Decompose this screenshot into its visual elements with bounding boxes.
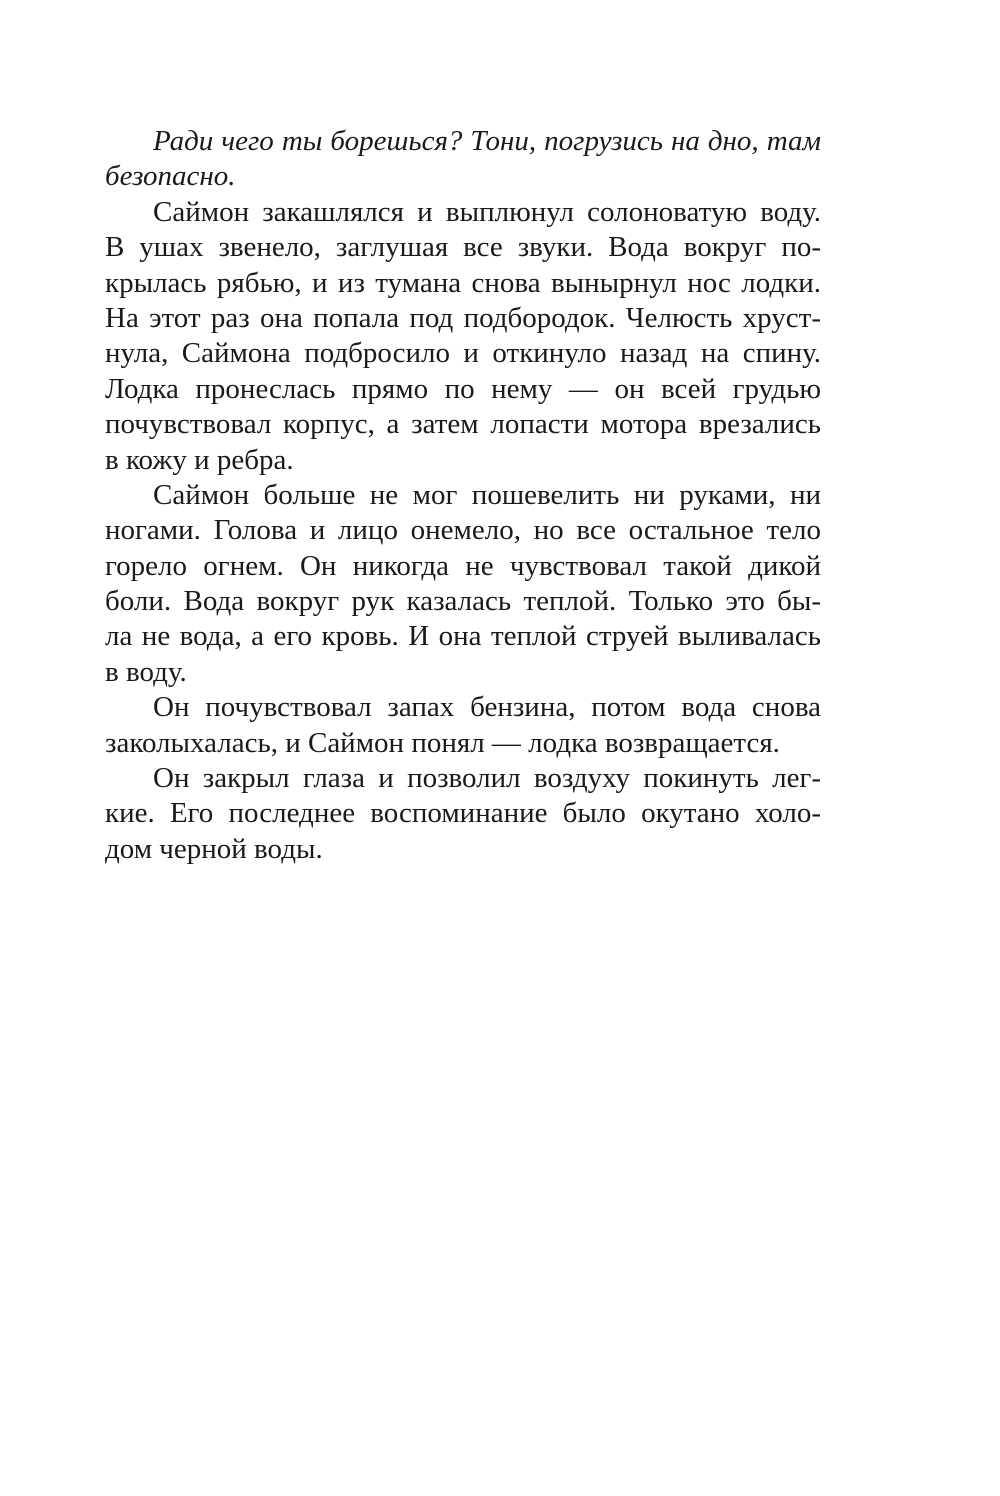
- text-line: нула, Саймона подбросило и откинуло назад на спину.: [105, 337, 821, 370]
- paragraph-italic-thought: [105, 124, 821, 195]
- text-line: дом черной воды.: [105, 832, 323, 865]
- paragraph: [105, 478, 821, 690]
- text-line: кие. Его последнее воспоминание было окутано холо-: [105, 797, 821, 830]
- text-line: крылась рябью, и из тумана снова вынырнул нос лодки.: [105, 266, 821, 299]
- text-line: Он почувствовал запах бензина, потом вода снова: [153, 691, 821, 724]
- text-line: ла не вода, а его кровь. И она теплой струей выливалась: [105, 620, 821, 653]
- paragraph: [105, 195, 821, 478]
- text-line: Лодка пронеслась прямо по нему — он всей грудью: [105, 372, 821, 405]
- text-line: почувствовал корпус, а затем лопасти мотора врезались: [105, 408, 821, 441]
- text-line: Саймон больше не мог пошевелить ни руками, ни: [153, 478, 821, 511]
- text-line: боли. Вода вокруг рук казалась теплой. Только это бы-: [105, 585, 821, 618]
- paragraph: [105, 690, 821, 761]
- paragraph: [105, 761, 821, 867]
- text-line: безопасно.: [105, 160, 236, 193]
- text-line: Он закрыл глаза и позволил воздуху покинуть лег-: [153, 762, 821, 795]
- text-line: В ушах звенело, заглушая все звуки. Вода вокруг по-: [105, 231, 821, 264]
- text-line: в кожу и ребра.: [105, 443, 294, 476]
- text-line: На этот раз она попала под подбородок. Челюсть хруст-: [105, 301, 821, 334]
- text-line: ногами. Голова и лицо онемело, но все остальное тело: [105, 514, 821, 547]
- text-line: Ради чего ты борешься? Тони, погрузись на дно, там: [153, 125, 821, 157]
- text-line: горело огнем. Он никогда не чувствовал такой дикой: [105, 549, 821, 582]
- text-line: в воду.: [105, 655, 187, 688]
- text-line: заколыхалась, и Саймон понял — лодка возвращается.: [105, 726, 780, 759]
- page-text: [105, 124, 821, 867]
- text-line: Саймон закашлялся и выплюнул солоноватую воду.: [153, 195, 821, 228]
